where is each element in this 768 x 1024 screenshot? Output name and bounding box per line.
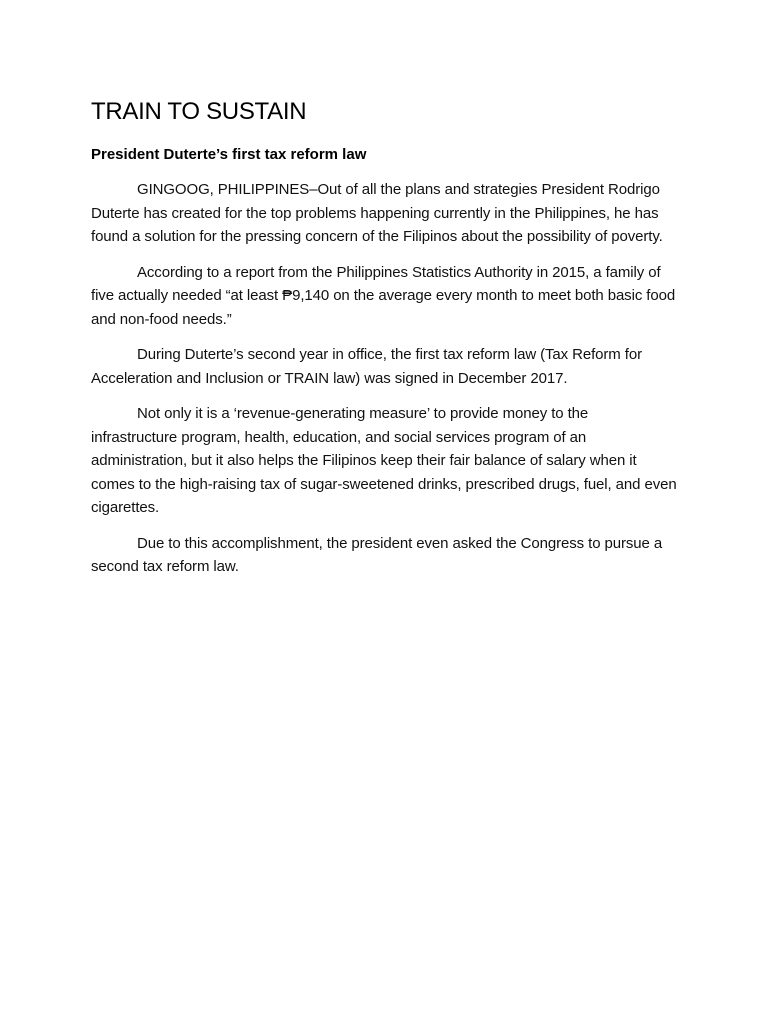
paragraph-5: Due to this accomplishment, the president even asked the Congress to pursue a second tax reform law. [91,534,663,575]
paragraph-4: Not only it is a ‘revenue-generating measure’ to provide money to the infrastructure program, health, education, and social services program of an administration, but it also helps the Filipinos keep their fair balance of salary when it comes to the high-raising tax of sugar-sweetened drinks, prescribed drugs, fuel, and even cigarettes. [91,405,677,516]
document-subtitle: President Duterte’s first tax reform law [91,146,367,163]
paragraph-2: According to a report from the Philippines Statistics Authority in 2015, a family of five actually needed “at least ₱9,140 on the average every month to meet both basic food and non-food needs.” [91,263,676,328]
paragraph-1: GINGOOG, PHILIPPINES–Out of all the plans and strategies President Rodrigo Duterte has created for the top problems happening currently in the Philippines, he has found a solution for the pressing concern of the Filipinos about the possibility of poverty. [91,181,663,245]
paragraph-3: During Duterte’s second year in office, the first tax reform law (Tax Reform for Acceleration and Inclusion or TRAIN law) was signed in December 2017. [91,346,642,387]
document-body [91,178,678,579]
document-title: TRAIN TO SUSTAIN [91,98,307,125]
